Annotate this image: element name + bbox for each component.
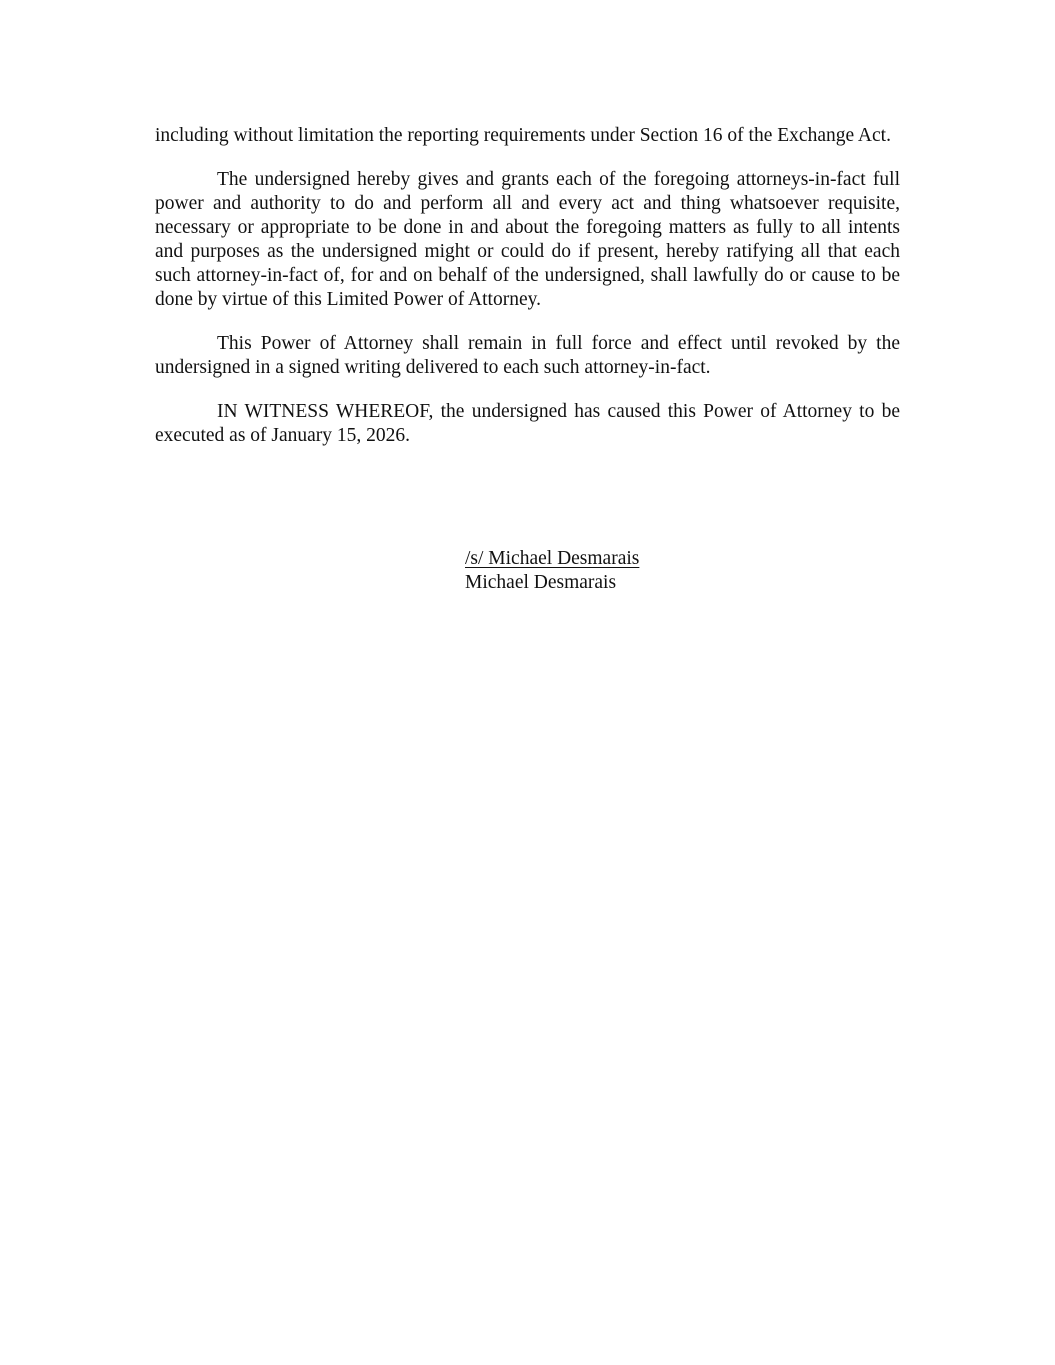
document-body [155, 124, 900, 468]
signature-block [465, 547, 639, 595]
paragraph-grant-of-authority: The undersigned hereby gives and grants each of the foregoing attorneys-in-fact full power and authority to do and perform all and every act and thing whatsoever requisite, necessary or appropriate to be done in and about the foregoing matters as fully to all intents and purposes as the undersigned might or could do if present, hereby ratifying all that each such attorney-in-fact of, for and on behalf of the undersigned, shall lawfully do or cause to be done by virtue of this Limited Power of Attorney. [155, 169, 900, 310]
paragraph-in-witness-whereof: IN WITNESS WHEREOF, the undersigned has caused this Power of Attorney to be executed as of January 15, 2026. [155, 401, 900, 446]
paragraph-duration: This Power of Attorney shall remain in full force and effect until revoked by the undersigned in a signed writing delivered to each such attorney-in-fact. [155, 333, 900, 378]
signature-line: /s/ Michael Desmarais [465, 548, 640, 569]
paragraph-continuation: including without limitation the reporting requirements under Section 16 of the Exchange Act. [155, 125, 891, 146]
signer-printed-name: Michael Desmarais [465, 572, 617, 593]
